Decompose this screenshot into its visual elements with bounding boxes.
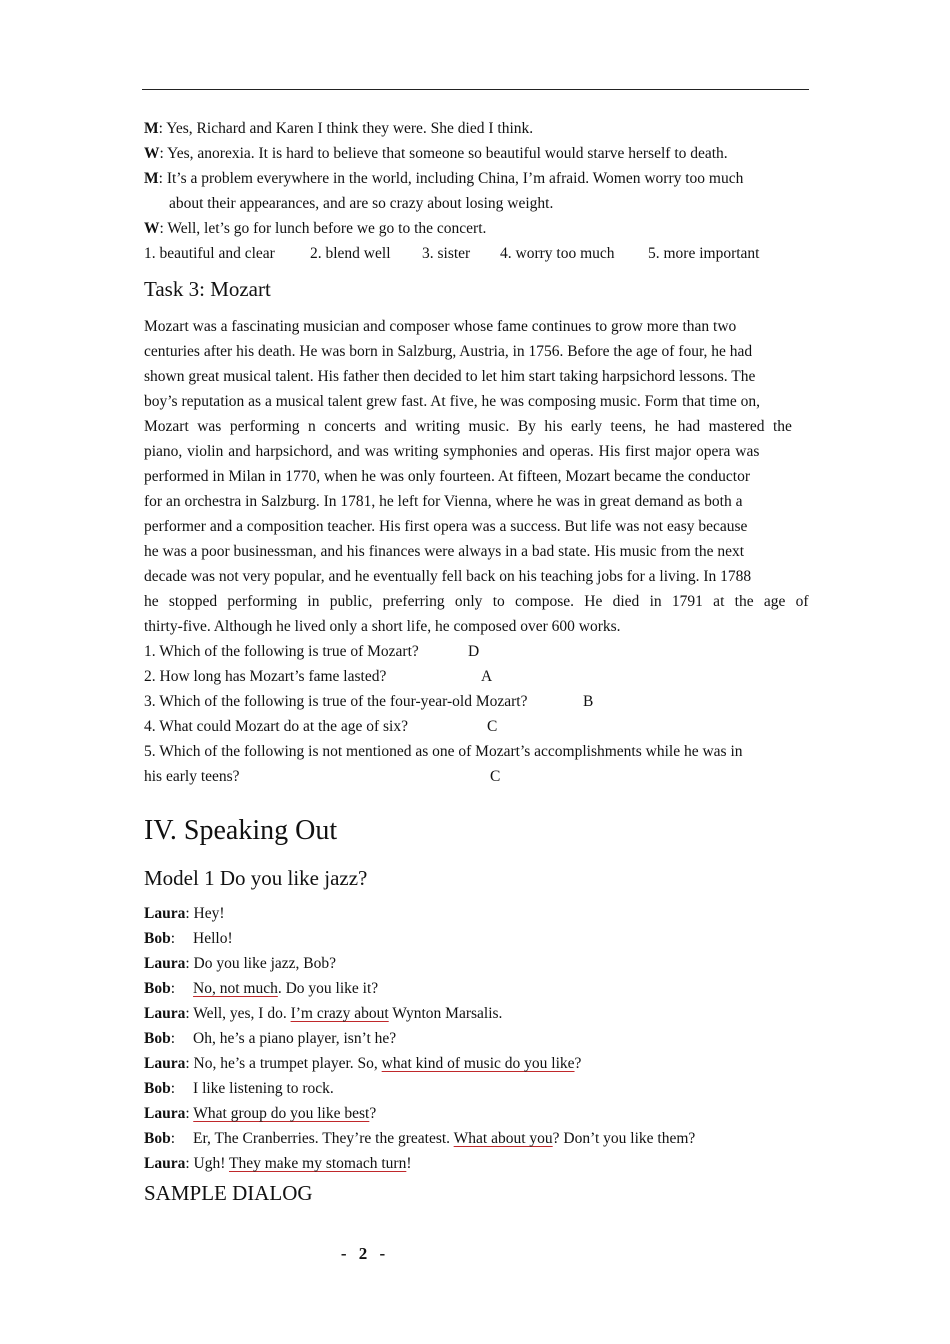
dialog-line: Bob: Er, The Cranberries. They’re the greatest. What about you? Don’t you like them?	[144, 1130, 696, 1147]
dialog-line: Laura: Hey!	[144, 905, 225, 922]
key-phrase: What group do you like best	[193, 1105, 370, 1122]
dialog-line: W: Well, let’s go for lunch before we go to the concert.	[144, 220, 487, 237]
answers-line	[144, 241, 809, 266]
dialog-line: Laura: What group do you like best?	[144, 1105, 377, 1122]
page-content	[144, 116, 809, 1208]
question-3: 3. Which of the following is true of the four-year-old Mozart? B	[144, 693, 594, 710]
key-phrase: No, not much	[193, 980, 278, 997]
key-phrase: what kind of music do you like	[381, 1055, 575, 1072]
key-phrase: What about you	[453, 1130, 553, 1147]
passage-line: performer and a composition teacher. His first opera was a success. But life was not easy because	[144, 518, 748, 535]
answer-4: 4. worry too much	[500, 245, 615, 262]
passage-line: thirty-five. Although he lived only a short life, he composed over 600 works.	[144, 618, 621, 635]
answer-2: 2. blend well	[310, 245, 391, 262]
sample-dialog-title: SAMPLE DIALOG	[144, 1181, 313, 1205]
dialog-line: Bob: I like listening to rock.	[144, 1080, 334, 1097]
dialog-line: M: Yes, Richard and Karen I think they were. She died I think.	[144, 120, 534, 137]
answer-1: 1. beautiful and clear	[144, 245, 275, 262]
dialog-line: Bob: Oh, he’s a piano player, isn’t he?	[144, 1030, 397, 1047]
dialog-line: W: Yes, anorexia. It is hard to believe that someone so beautiful would starve herself to death.	[144, 145, 728, 162]
header-rule	[142, 89, 809, 90]
dialog-line: Laura: Well, yes, I do. I’m crazy about Wynton Marsalis.	[144, 1005, 503, 1022]
passage-line: performed in Milan in 1770, when he was only fourteen. At fifteen, Mozart became the conductor	[144, 468, 751, 485]
dialog-line: M: It’s a problem everywhere in the world, including China, I’m afraid. Women worry too much	[144, 170, 744, 187]
passage-line: shown great musical talent. His father then decided to let him start taking harpsichord lessons. The	[144, 368, 756, 385]
model-dialog	[144, 901, 809, 1176]
page-number: - 2 -	[340, 1244, 390, 1263]
question-5: 5. Which of the following is not mentioned as one of Mozart’s accomplishments while he was in	[144, 743, 743, 760]
dialog-line-continuation: about their appearances, and are so crazy about losing weight.	[169, 195, 554, 212]
passage-line: for an orchestra in Salzburg. In 1781, he left for Vienna, where he was in great demand as both a	[144, 493, 743, 510]
key-phrase: They make my stomach turn	[228, 1155, 407, 1172]
question-2: 2. How long has Mozart’s fame lasted? A	[144, 668, 493, 685]
question-1: 1. Which of the following is true of Mozart? D	[144, 643, 480, 660]
dialog-line: Laura: No, he’s a trumpet player. So, what kind of music do you like?	[144, 1055, 582, 1072]
section-title: IV. Speaking Out	[144, 815, 338, 846]
passage-line: boy’s reputation as a musical talent grew fast. At five, he was composing music. Form that time on,	[144, 393, 761, 410]
dialog-line: Laura: Do you like jazz, Bob?	[144, 955, 336, 972]
dialog-line: Laura: Ugh! They make my stomach turn!	[144, 1155, 412, 1172]
model-title: Model 1 Do you like jazz?	[144, 866, 368, 890]
question-4: 4. What could Mozart do at the age of six? C	[144, 718, 498, 735]
task3-title: Task 3: Mozart	[144, 277, 271, 301]
question-5-cont: his early teens? C	[144, 768, 501, 785]
passage-line: decade was not very popular, and he eventually fell back on his teaching jobs for a living. In 1788	[144, 568, 752, 585]
dialog-line: Bob: No, not much. Do you like it?	[144, 980, 379, 997]
key-phrase: I’m crazy about	[290, 1005, 389, 1022]
passage-line: he was a poor businessman, and his finances were always in a bad state. His music from the next	[144, 543, 745, 560]
passage-line: centuries after his death. He was born in Salzburg, Austria, in 1756. Before the age of four, he had	[144, 343, 753, 360]
mozart-passage	[144, 314, 809, 639]
passage-line: Mozart was a fascinating musician and composer whose fame continues to grow more than two	[144, 318, 737, 335]
passage-line: he stopped performing in public, preferring only to compose. He died in 1791 at the age of	[144, 593, 809, 610]
answer-5: 5. more important	[648, 245, 760, 262]
passage-line: Mozart was performing n concerts and writing music. By his early teens, he had mastered the	[144, 418, 792, 435]
answer-3: 3. sister	[422, 245, 471, 262]
passage-line: piano, violin and harpsichord, and was writing symphonies and operas. His first major opera was	[144, 443, 760, 460]
dialog-line: Bob: Hello!	[144, 930, 233, 947]
